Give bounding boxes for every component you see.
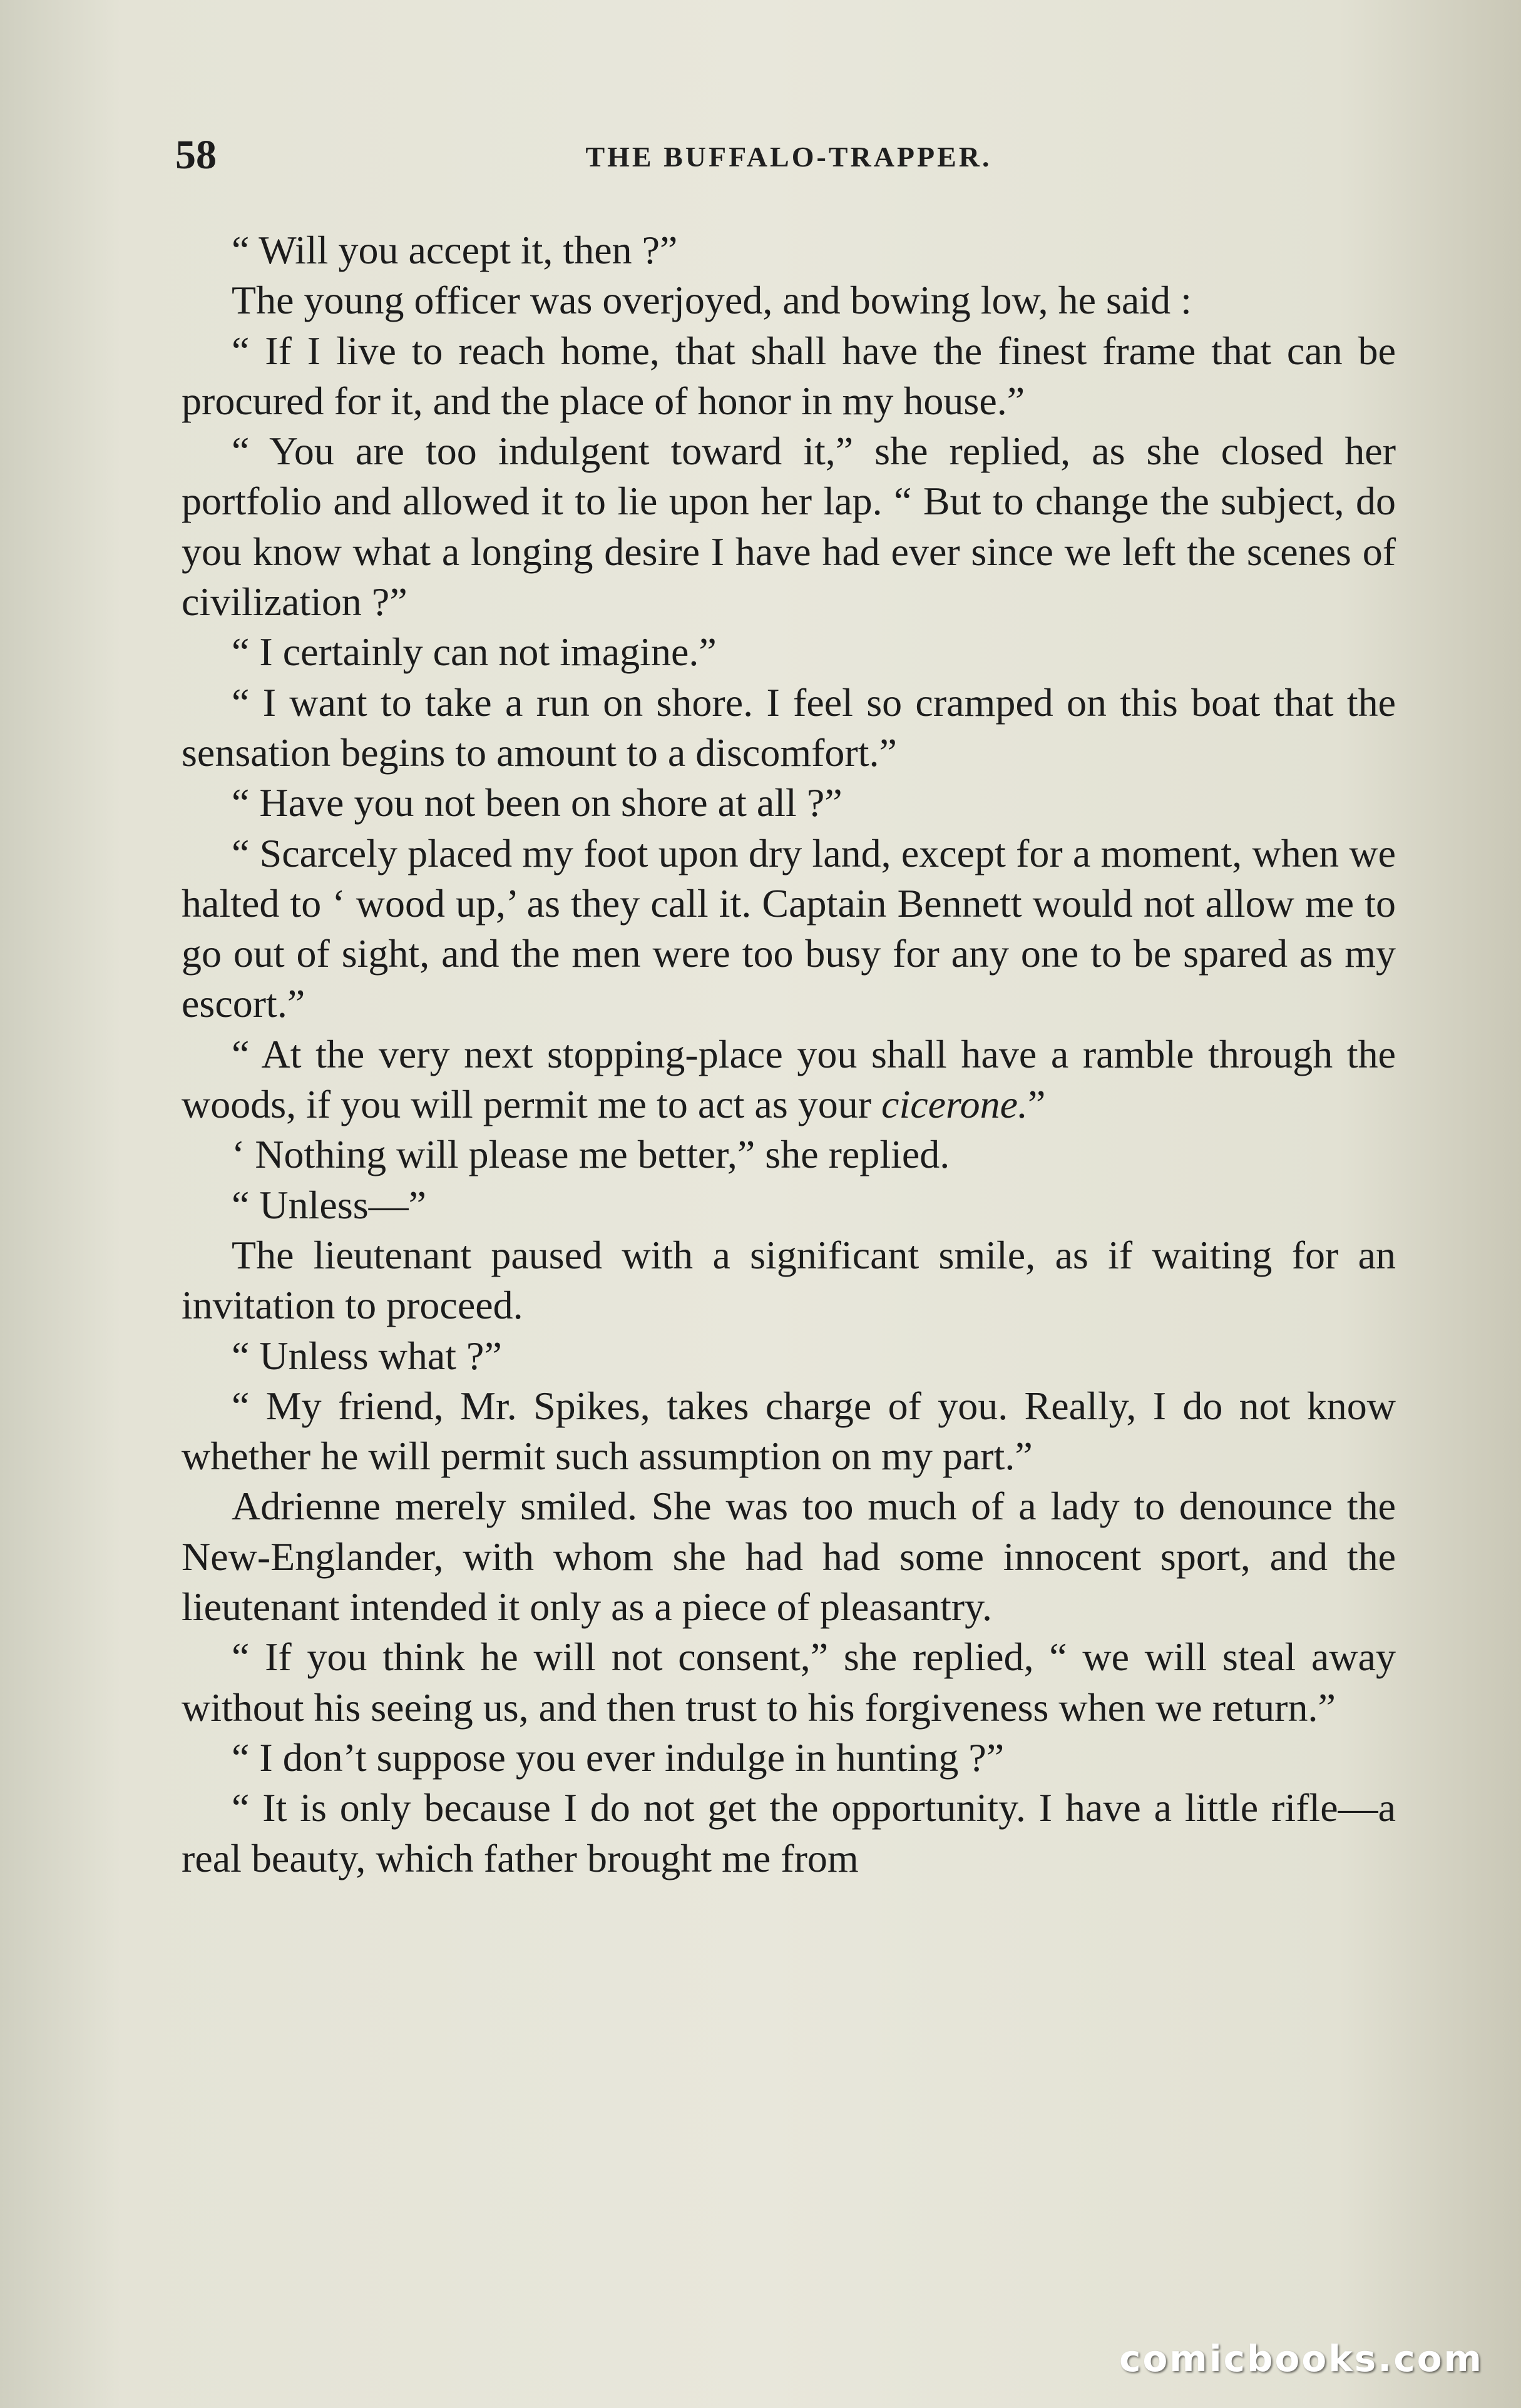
paragraph: “ Unless what ?” <box>232 1333 502 1378</box>
paragraph: The lieutenant paused with a significant smile, as if waiting for an invitation to proceed. <box>182 1232 1396 1328</box>
paragraph: “ It is only because I do not get the opportunity. I have a little rifle—a real beauty, which father brought me from <box>182 1785 1396 1880</box>
paragraph: “ Have you not been on shore at all ?” <box>232 780 842 825</box>
paragraph: “ If I live to reach home, that shall have the finest frame that can be procured for it, and the place of honor in my house.” <box>182 328 1396 423</box>
paragraph: “ I don’t suppose you ever indulge in hunting ?” <box>232 1735 1005 1780</box>
paragraph-text: “ At the very next stopping-place you shall have a ramble through the woods, if you will permit me to act as your <box>182 1031 1396 1127</box>
page-number: 58 <box>175 132 217 178</box>
paragraph-text: ” <box>1027 1082 1046 1127</box>
paragraph: “ Unless—” <box>232 1182 427 1227</box>
paragraph: Adrienne merely smiled. She was too much of a lady to denounce the New-Englander, with whom she had had some innocent sport, and the lieutenant intended it only as a piece of pleasantry. <box>182 1484 1396 1630</box>
running-head: THE BUFFALO-TRAPPER. <box>585 141 992 173</box>
paragraph: “ I certainly can not imagine.” <box>232 630 717 675</box>
body-text <box>182 225 1396 1884</box>
paragraph <box>182 1029 1396 1130</box>
paragraph: ‘ Nothing will please me better,” she replied. <box>232 1132 950 1177</box>
page-header <box>169 131 1408 181</box>
paragraph: “ You are too indulgent toward it,” she replied, as she closed her portfolio and allowed it to lie upon her lap. “ But to change the subject, do you know what a longing desire I have had ever since we left the scenes of civilization ?” <box>182 429 1396 625</box>
paragraph: “ My friend, Mr. Spikes, takes charge of you. Really, I do not know whether he will permit such assumption on my part.” <box>182 1383 1396 1479</box>
paragraph: “ Scarcely placed my foot upon dry land, except for a moment, when we halted to ‘ wood up,’ as they call it. Captain Bennett would not allow me to go out of sight, and the men were too busy for any one to be spared as my escort.” <box>182 830 1396 1026</box>
paragraph: The young officer was overjoyed, and bowing low, he said : <box>232 278 1192 323</box>
watermark-text: comicbooks.com <box>1119 2337 1483 2380</box>
paragraph: “ If you think he will not consent,” she replied, “ we will steal away without his seeing us, and then trust to his forgiveness when we return.” <box>182 1635 1396 1730</box>
italic-word: cicerone. <box>881 1082 1028 1127</box>
paragraph: “ I want to take a run on shore. I feel so cramped on this boat that the sensation begins to amount to a discomfort.” <box>182 680 1396 775</box>
paragraph: “ Will you accept it, then ?” <box>232 228 678 272</box>
